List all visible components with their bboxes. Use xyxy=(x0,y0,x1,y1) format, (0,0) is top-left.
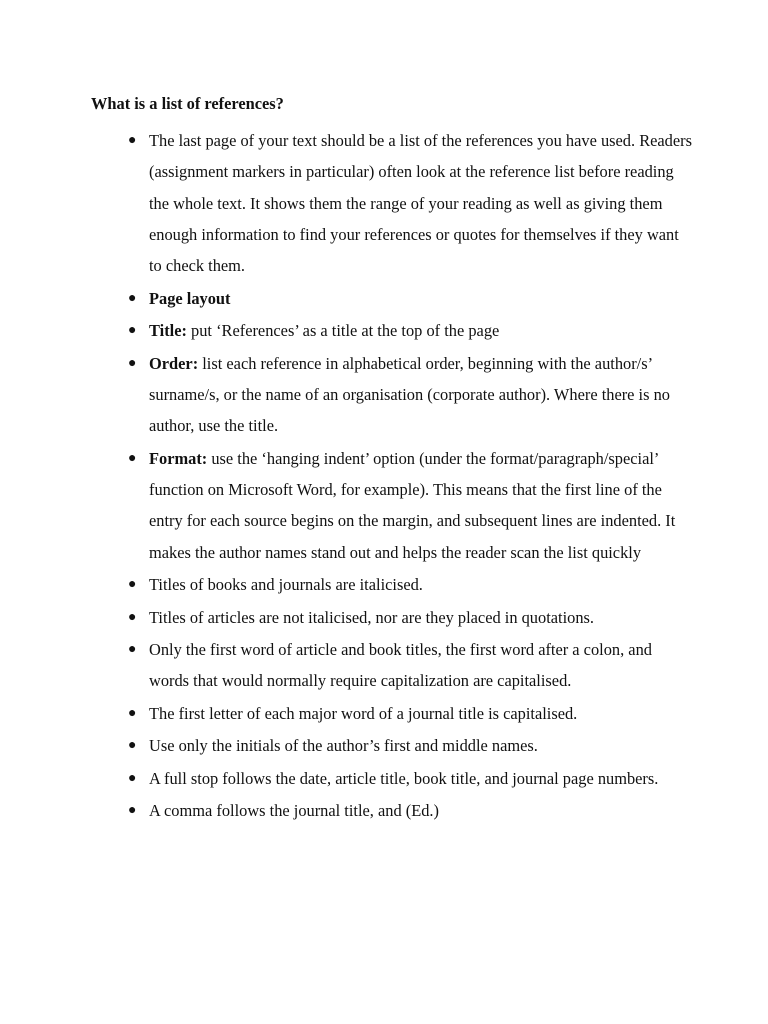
list-item xyxy=(128,698,694,729)
bullet-icon: ● xyxy=(128,323,137,339)
item-text: use the ‘hanging indent’ option (under the format/paragraph/special’ function on Microsoft Word, for example). This means that the first line of the entry for each source begins on the margin, and subsequent lines are indented. It makes the author names stand out and helps the reader scan the list quickly xyxy=(149,448,676,562)
bullet-icon: ● xyxy=(128,609,137,625)
list-item xyxy=(128,125,694,281)
bullet-icon: ● xyxy=(128,133,137,148)
item-text: A comma follows the journal title, and (Ed.) xyxy=(149,801,439,821)
list-item xyxy=(128,795,694,826)
item-label: Format: xyxy=(149,448,208,468)
item-text: Only the first word of article and book titles, the first word after a colon, and words that would normally require capitalization are capitalised. xyxy=(149,640,652,691)
bullet-icon: ● xyxy=(128,290,137,306)
item-text: list each reference in alphabetical order, beginning with the author/s’ surname/s, or the name of an organisation (corporate author). Where there is no author, use the title. xyxy=(149,353,670,436)
bullet-icon: ● xyxy=(128,803,137,819)
list-item xyxy=(128,763,694,794)
item-text: Titles of books and journals are italicised. xyxy=(149,575,423,595)
item-label: Page layout xyxy=(149,288,231,308)
list-item xyxy=(128,315,694,346)
bullet-icon: ● xyxy=(128,642,137,658)
bullet-icon: ● xyxy=(128,450,137,466)
bullet-icon: ● xyxy=(128,355,137,371)
list-item xyxy=(128,348,694,442)
item-label: Order: xyxy=(149,353,199,373)
item-text: Titles of articles are not italicised, nor are they placed in quotations. xyxy=(149,607,595,627)
item-text: Use only the initials of the author’s first and middle names. xyxy=(149,736,538,756)
list-item xyxy=(128,443,694,568)
list-item xyxy=(128,569,694,600)
list-item xyxy=(128,283,694,314)
list-item xyxy=(128,730,694,761)
item-text: put ‘References’ as a title at the top of the page xyxy=(186,321,500,341)
item-text: The last page of your text should be a list of the references you have used. Readers (assignment markers in particular) often look at the reference list before reading the whole text. It shows them the range of your reading as well as giving them enough information to find your references or quotes for themselves if they want to check them. xyxy=(149,131,692,276)
bullet-icon: ● xyxy=(128,577,137,593)
page-heading: What is a list of references? xyxy=(91,94,284,113)
list-item xyxy=(128,634,694,697)
bullet-icon: ● xyxy=(128,770,137,786)
item-text: A full stop follows the date, article title, book title, and journal page numbers. xyxy=(149,768,659,788)
list-item xyxy=(128,602,694,633)
item-label: Title: xyxy=(149,321,187,341)
bullet-icon: ● xyxy=(128,738,137,754)
bullet-icon: ● xyxy=(128,705,137,721)
item-text: The first letter of each major word of a journal title is capitalised. xyxy=(149,703,578,723)
reference-guidelines-list xyxy=(128,125,694,828)
